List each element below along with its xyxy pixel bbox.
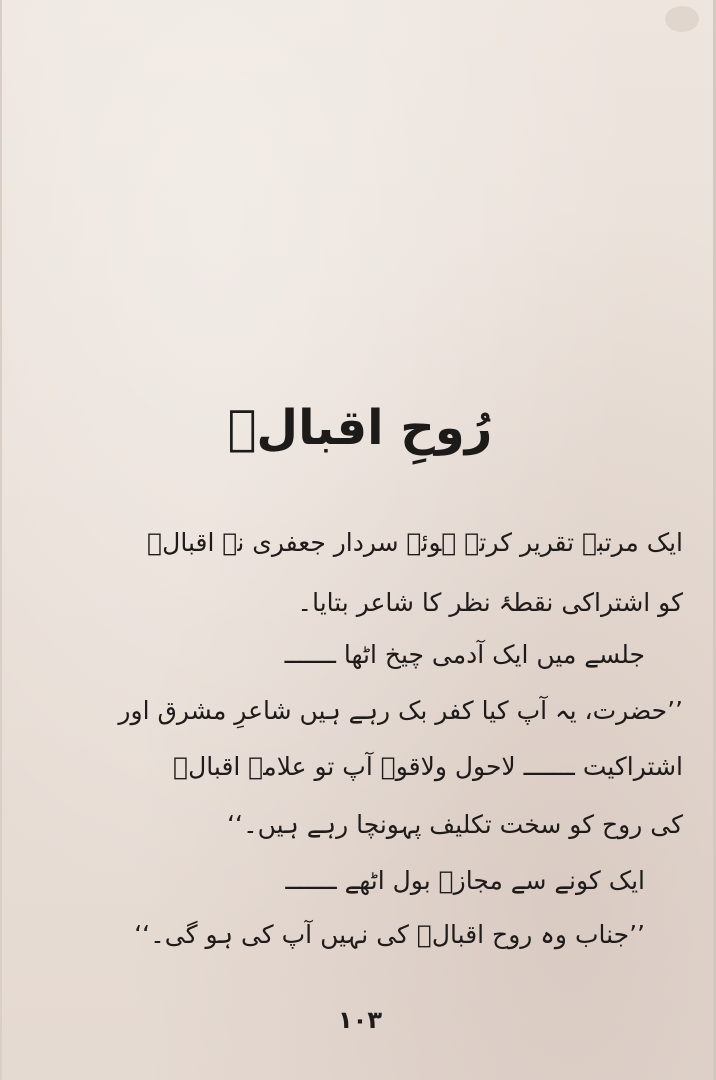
text-line-4: ’’حضرت، یہ آپ کیا کفر بک رہے ہیں شاعرِ مشرق اور bbox=[118, 696, 683, 725]
text-line-8: ’’جناب وہ روح اقبالؔ کی نہیں آپ کی ہو گی۔‘‘ bbox=[134, 920, 645, 949]
text-line-6: کی روح کو سخت تکلیف پہونچا رہے ہیں۔‘‘ bbox=[227, 810, 683, 839]
text-line-2: کو اشتراکی نقطۂ نظر کا شاعر بتایا۔ bbox=[297, 588, 683, 617]
text-line-7: ایک کونے سے مجازؔ بول اٹھے ـــــــ bbox=[285, 866, 645, 895]
page-title: رُوحِ اقبالؔ bbox=[227, 400, 493, 456]
page-number: ۱۰۳ bbox=[338, 1006, 382, 1034]
paper-stain bbox=[665, 6, 699, 32]
text-line-3: جلسے میں ایک آدمی چیخ اٹھا ـــــــ bbox=[284, 640, 645, 669]
text-line-5: اشتراکیت ـــــــ لاحول ولاقوۃ آپ تو علامہ اقبالؔ bbox=[173, 752, 683, 781]
text-line-1: ایک مرتبہ تقریر کرتے ہوئے سردار جعفری نے اقبالؔ bbox=[147, 528, 683, 557]
